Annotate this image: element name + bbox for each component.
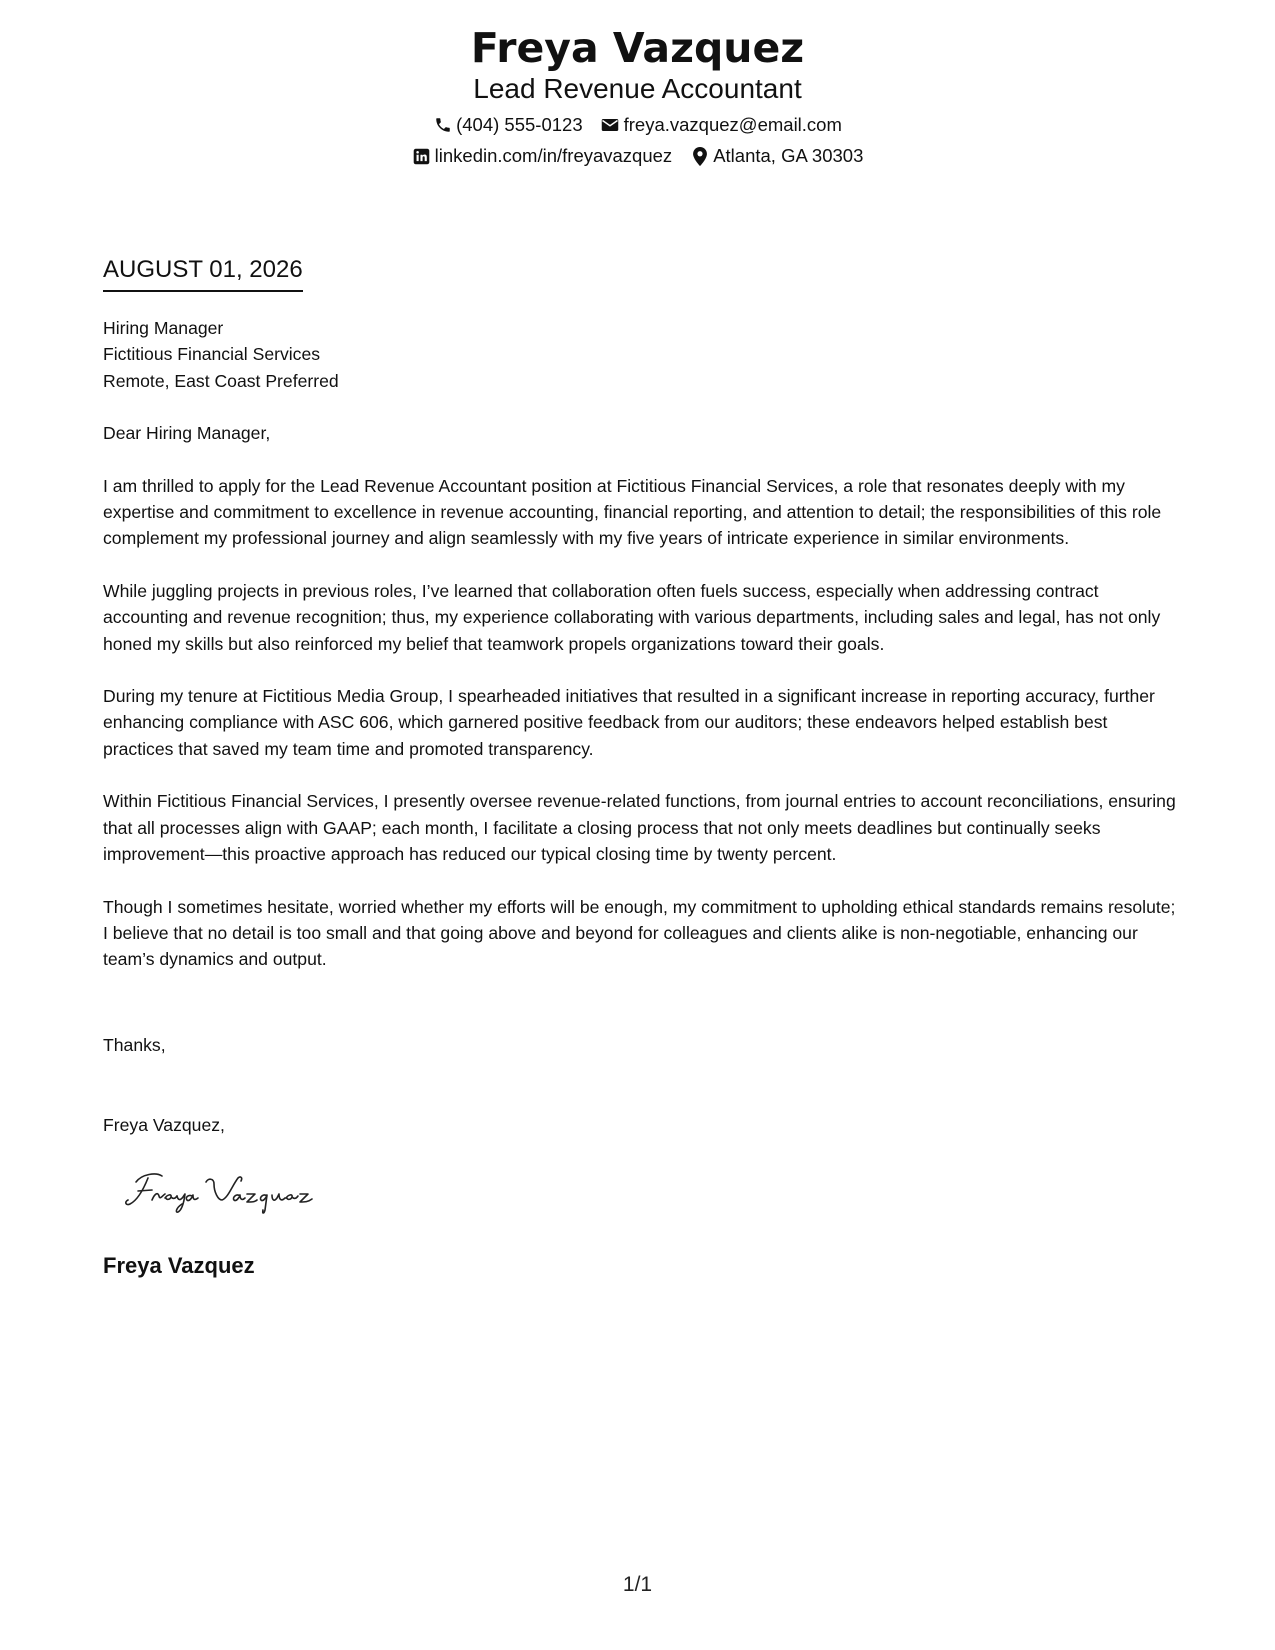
applicant-title: Lead Revenue Accountant <box>473 73 802 104</box>
paragraph-2: While juggling projects in previous roles, I’ve learned that collaboration often fuels success, especially when addressing contract accounting and revenue recognition; thus, my experience collaborating with various departments, including sales and legal, has not only honed my skills but also reinforced my belief that teamwork propels organizations toward their goals. <box>103 580 1161 654</box>
handwritten-signature <box>122 1160 352 1220</box>
linkedin-icon <box>412 147 431 166</box>
recipient-name: Hiring Manager <box>103 318 224 338</box>
phone-text: (404) 555-0123 <box>456 114 583 135</box>
printed-name: Freya Vazquez <box>103 1253 255 1278</box>
page-number: 1/1 <box>622 1573 653 1596</box>
resume-header <box>0 22 1275 168</box>
letter-body <box>103 315 1178 973</box>
paragraph-5: Though I sometimes hesitate, worried whether my efforts will be enough, my commitment to upholding ethical standards remains resolute; I believe that no detail is too small and that going above and beyond for colleagues and clients alike is non-negotiable, enhancing our team’s dynamics and output. <box>103 896 1176 970</box>
contact-linkedin[interactable] <box>412 144 673 168</box>
applicant-name: Freya Vazquez <box>470 24 805 72</box>
contact-email[interactable] <box>601 113 842 137</box>
closing-name: Freya Vazquez, <box>103 1115 225 1135</box>
contact-row-2 <box>0 144 1275 168</box>
salutation: Dear Hiring Manager, <box>103 423 271 444</box>
contact-row-1 <box>0 113 1275 137</box>
contact-location <box>690 144 863 168</box>
letter-date: AUGUST 01, 2026 <box>103 255 303 292</box>
recipient-block <box>103 315 1178 394</box>
letter-date-block <box>103 255 303 292</box>
recipient-company: Fictitious Financial Services <box>103 344 321 365</box>
closing: Thanks, <box>103 1035 166 1055</box>
paragraph-1: I am thrilled to apply for the Lead Revenue Accountant position at Fictitious Financial Services, a role that resonates deeply with my expertise and commitment to excellence in revenue accounting, financial reporting, and attention to detail; the responsibilities of this role complement my professional journey and align seamlessly with my five years of intricate experience in similar environments. <box>103 475 1162 549</box>
location-text: Atlanta, GA 30303 <box>713 145 864 166</box>
linkedin-link[interactable]: linkedin.com/in/freyavazquez <box>434 145 673 166</box>
paragraph-3: During my tenure at Fictitious Media Group, I spearheaded initiatives that resulted in a significant increase in reporting accuracy, further enhancing compliance with ASC 606, which garnered positive feedback from our auditors; these endeavors helped establish best practices that saved my team time and promoted transparency. <box>103 686 1155 759</box>
contact-phone <box>433 113 583 137</box>
recipient-location: Remote, East Coast Preferred <box>103 370 339 391</box>
map-marker-icon <box>690 147 709 166</box>
phone-icon <box>433 116 452 135</box>
email-link[interactable]: freya.vazquez@email.com <box>623 114 842 135</box>
envelope-icon <box>601 116 620 135</box>
paragraph-4: Within Fictitious Financial Services, I presently oversee revenue-related functions, from journal entries to account reconciliations, ensuring that all processes align with GAAP; each month, I facilitate a closing process that not only meets deadlines but continually seeks improvement—this proactive approach has reduced our typical closing time by twenty percent. <box>103 791 1176 865</box>
